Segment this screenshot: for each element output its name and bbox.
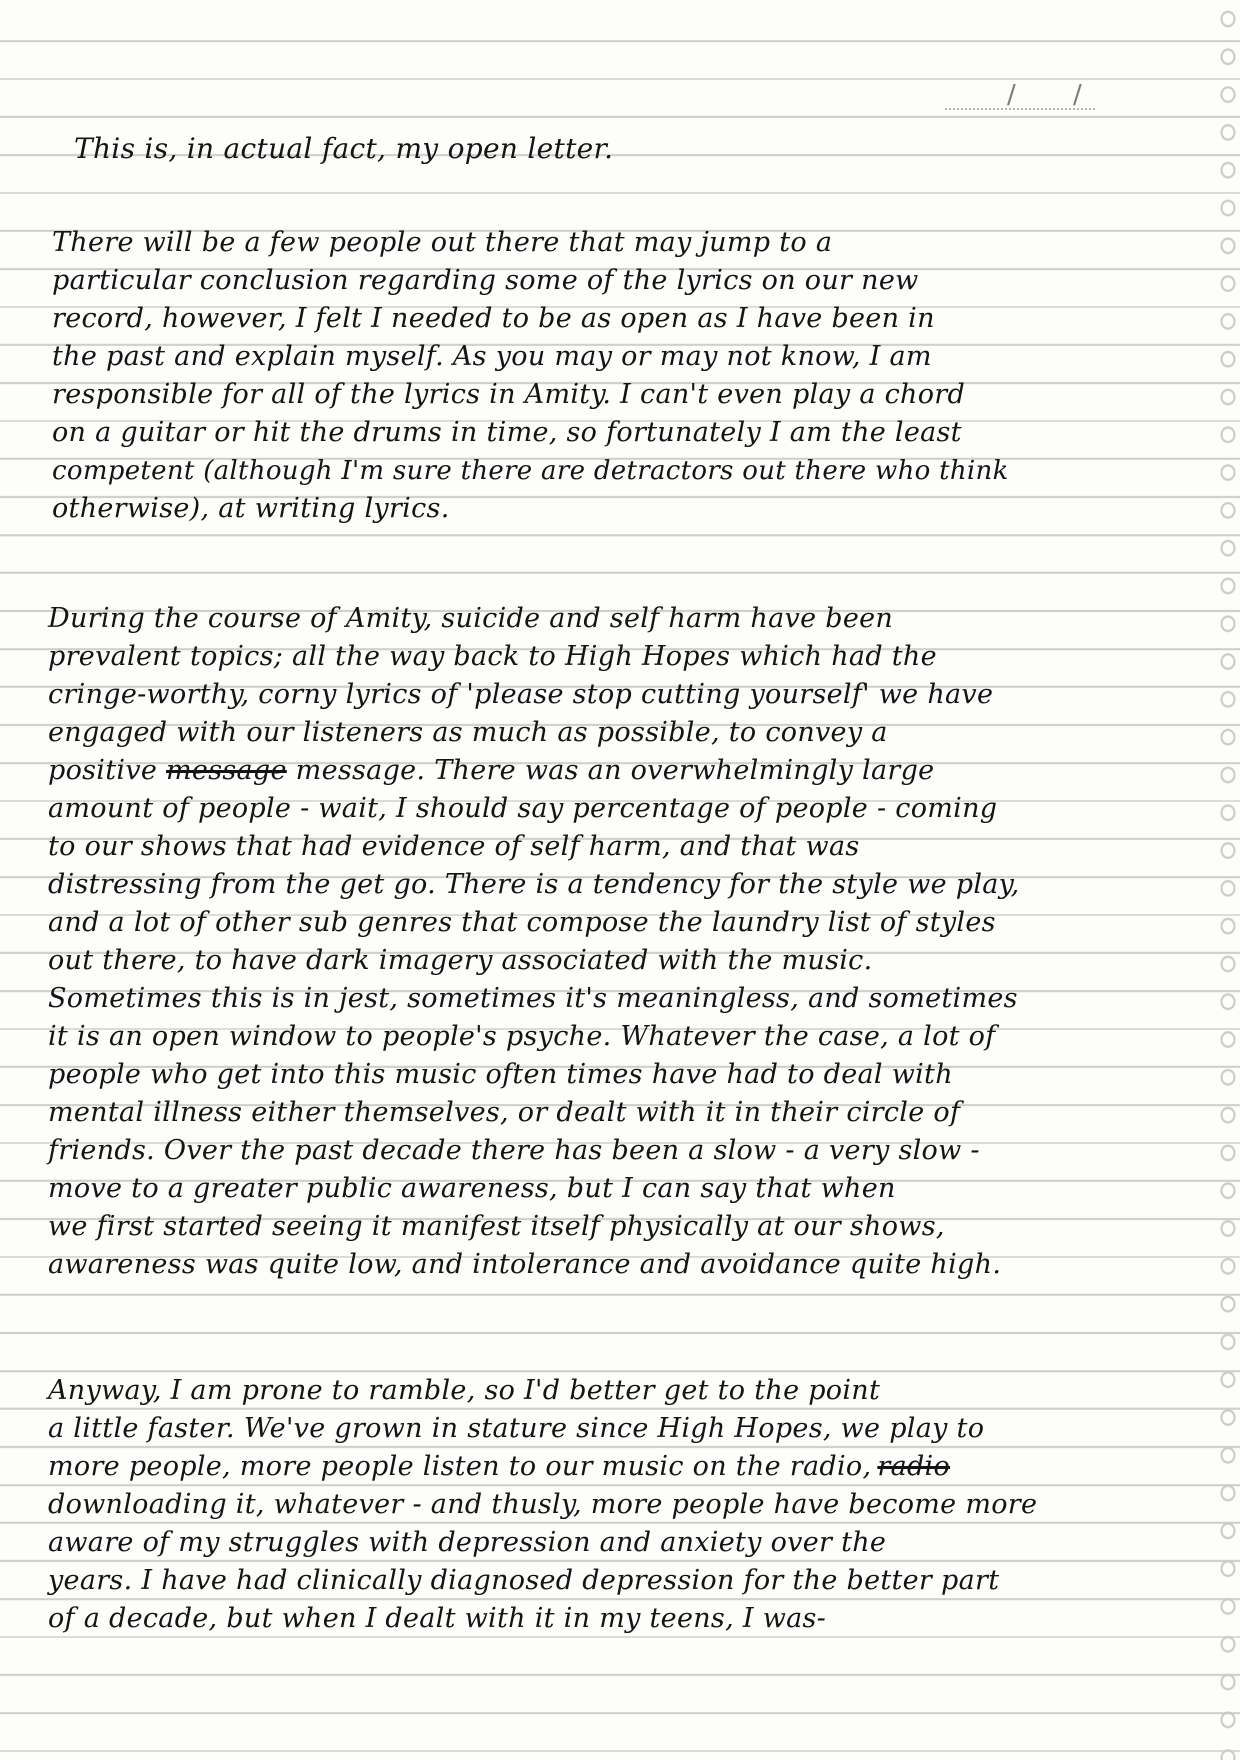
- p2-line-6: amount of people - wait, I should say percentage of people - coming: [48, 793, 998, 824]
- p3-line-1: Anyway, I am prone to ramble, so I'd better get to the point: [48, 1375, 881, 1406]
- p2-line-18: awareness was quite low, and intolerance and avoidance quite high.: [48, 1249, 1002, 1280]
- p3-line-7: of a decade, but when I dealt with it in my teens, I was-: [48, 1603, 827, 1634]
- p1-line-8: otherwise), at writing lyrics.: [52, 493, 450, 524]
- p2-line-3: cringe-worthy, corny lyrics of 'please stop cutting yourself' we have: [48, 679, 994, 710]
- p2-line-4: engaged with our listeners as much as possible, to convey a: [48, 717, 888, 748]
- p2-line-10: out there, to have dark imagery associated with the music.: [48, 945, 873, 976]
- p1-line-5: responsible for all of the lyrics in Amity. I can't even play a chord: [52, 379, 966, 410]
- p1-line-2: particular conclusion regarding some of the lyrics on our new: [52, 265, 919, 296]
- p2-line-12: it is an open window to people's psyche. Whatever the case, a lot of: [48, 1021, 996, 1052]
- spiral-binding: [1206, 0, 1240, 1760]
- p1-line-4: the past and explain myself. As you may or may not know, I am: [52, 341, 932, 372]
- p2-line-9: and a lot of other sub genres that compose the laundry list of styles: [48, 907, 996, 938]
- p1-line-6: on a guitar or hit the drums in time, so fortunately I am the least: [52, 417, 962, 448]
- p1-line-1: There will be a few people out there that may jump to a: [52, 227, 833, 258]
- p2-line-8: distressing from the get go. There is a tendency for the style we play,: [48, 869, 1020, 900]
- p2-line-16: move to a greater public awareness, but I can say that when: [48, 1173, 896, 1204]
- p2-line-11: Sometimes this is in jest, sometimes it's meaningless, and sometimes: [48, 983, 1018, 1014]
- p3-line-6: years. I have had clinically diagnosed depression for the better part: [48, 1565, 1000, 1596]
- date-slash-2: /: [1073, 80, 1082, 110]
- p2-line-15: friends. Over the past decade there has been a slow - a very slow -: [48, 1135, 980, 1166]
- p2-line-17: we first started seeing it manifest itself physically at our shows,: [48, 1211, 945, 1242]
- p2-line-5-end: message. There was an overwhelmingly large: [286, 755, 935, 786]
- p2-line-5-start: positive: [48, 755, 167, 786]
- p1-line-7: competent (although I'm sure there are detractors out there who think: [52, 456, 1009, 486]
- p3-line-5: aware of my struggles with depression and anxiety over the: [48, 1527, 887, 1558]
- p2-line-5: [48, 752, 934, 790]
- p2-line-1: During the course of Amity, suicide and self harm have been: [48, 603, 894, 634]
- p2-line-7: to our shows that had evidence of self harm, and that was: [48, 831, 860, 862]
- p1-line-3: record, however, I felt I needed to be as open as I have been in: [52, 303, 935, 334]
- p3-line-3: [48, 1448, 950, 1486]
- p2-line-13: people who get into this music often times have had to deal with: [48, 1059, 953, 1090]
- p3-line-4: downloading it, whatever - and thusly, more people have become more: [48, 1489, 1038, 1520]
- crossed-out-word: message: [166, 755, 287, 786]
- date-field: [945, 80, 1095, 110]
- letter-title: This is, in actual fact, my open letter.: [74, 132, 614, 165]
- p2-line-14: mental illness either themselves, or dealt with it in their circle of: [48, 1097, 961, 1128]
- crossed-out-word: radio: [877, 1451, 951, 1482]
- p3-line-3-text: more people, more people listen to our music on the radio,: [48, 1451, 872, 1482]
- date-slash-1: /: [1007, 80, 1016, 110]
- p3-line-2: a little faster. We've grown in stature since High Hopes, we play to: [48, 1413, 985, 1444]
- p2-line-2: prevalent topics; all the way back to High Hopes which had the: [48, 641, 937, 672]
